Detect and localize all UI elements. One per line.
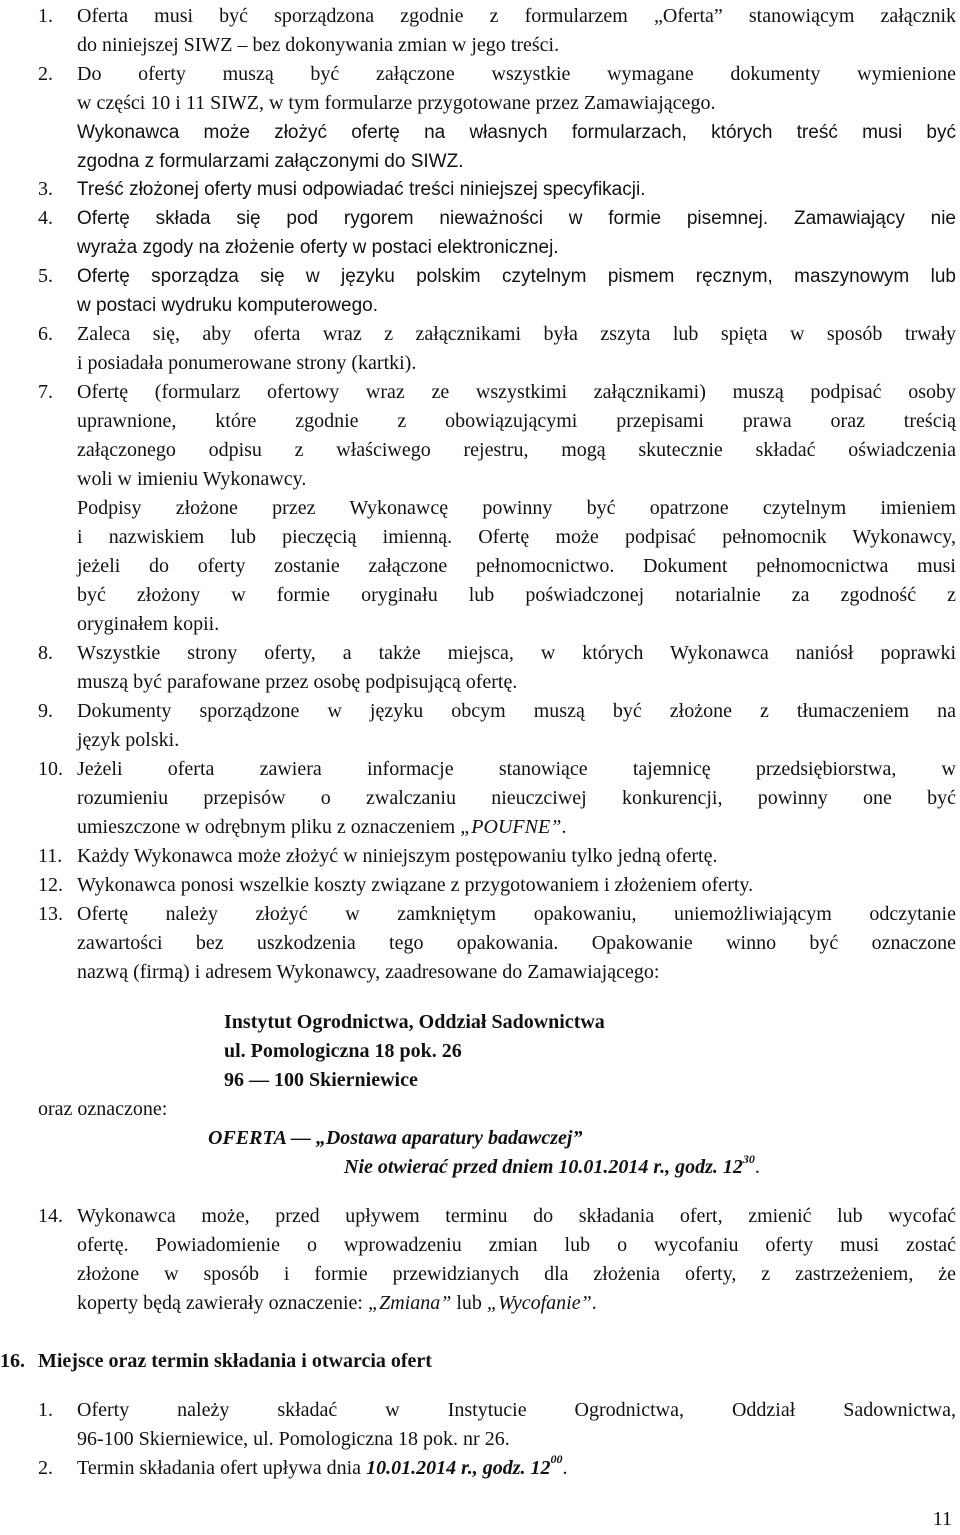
list-item (38, 697, 956, 755)
page-number: 11 (932, 1508, 952, 1530)
section-number: 16. (0, 1350, 25, 1372)
item-text-line: ofertę. Powiadomienie o wprowadzeniu zmian lub o wycofaniu oferty musi zostać (77, 1234, 956, 1256)
list-item-continuation (38, 118, 956, 176)
item-text-line: Ofertę sporządza się w języku polskim czytelnym pismem ręcznym, maszynowym lub (77, 266, 956, 287)
list-item (38, 262, 956, 320)
section-title: Miejsce oraz termin składania i otwarcia ofert (38, 1350, 432, 1372)
item-text-line: Jeżeli oferta zawiera informacje stanowiące tajemnicę przedsiębiorstwa, w (77, 758, 956, 780)
list-item (38, 60, 956, 118)
item-text-line: w postaci wydruku komputerowego. (77, 295, 378, 316)
item-text-line: Ofertę (formularz ofertowy wraz ze wszystkimi załącznikami) muszą podpisać osoby (77, 381, 956, 403)
item-text-line: złożone w sposób i formie przewidzianych dla złożenia oferty, z zastrzeżeniem, że (77, 1263, 956, 1285)
list-item (38, 204, 956, 262)
item-text-line: Ofertę składa się pod rygorem nieważności w formie pisemnej. Zamawiający nie (77, 208, 956, 229)
item-number: 10. (38, 758, 63, 780)
item-text-line: wyraża zgody na złożenie oferty w postaci elektronicznej. (77, 237, 559, 258)
item-number: 9. (38, 700, 53, 722)
section-heading (0, 1347, 960, 1376)
item-text-line: nazwą (firmą) i adresem Wykonawcy, zaadresowane do Zamawiającego: (77, 961, 660, 983)
list-item (38, 871, 956, 900)
item-text-line: Treść złożonej oferty musi odpowiadać treści niniejszej specyfikacji. (77, 179, 646, 200)
item-text-line: Oferty należy składać w Instytucie Ogrodnictwa, Oddział Sadownictwa, (77, 1399, 956, 1421)
poufne-label: „POUFNE” (460, 816, 562, 838)
item-subparagraph (77, 494, 956, 639)
item-text-line: w części 10 i 11 SIWZ, w tym formularze przygotowane przez Zamawiającego. (77, 92, 716, 114)
list-item (38, 900, 956, 987)
item-text-line: i posiadała ponumerowane strony (kartki). (77, 352, 417, 374)
item-text-line: koperty będą zawierały oznaczenie: „Zmiana” lub „Wycofanie”. (77, 1292, 597, 1314)
list-item (38, 378, 956, 494)
item-text-line: załączonego odpisu z właściwego rejestru, mogą skutecznie składać oświadczenia (77, 439, 956, 461)
item-number: 14. (38, 1205, 63, 1227)
item-number: 8. (38, 642, 53, 664)
item-text-line: jeżeli do oferty zostanie załączone pełnomocnictwo. Dokument pełnomocnictwa musi (77, 555, 956, 577)
item-number: 5. (38, 265, 53, 287)
item-text-line: język polski. (77, 729, 180, 751)
marking-label: oraz oznaczone: (38, 1098, 168, 1120)
item-text-line: umieszczone w odrębnym pliku z oznaczeniem „POUFNE”. (77, 816, 567, 838)
item-text-line: zgodna z formularzami załączonymi do SIWZ. (77, 151, 464, 172)
item-text-line: Zaleca się, aby oferta wraz z załącznikami była zszyta lub spięta w sposób trwały (77, 323, 956, 345)
item-text-line: do niniejszej SIWZ – bez dokonywania zmian w jego treści. (77, 34, 560, 56)
item-number: 11. (38, 845, 63, 867)
address-block (224, 1008, 605, 1095)
address-line: 96 — 100 Skierniewice (224, 1069, 418, 1091)
item-text-line: Wykonawca ponosi wszelkie koszty związane z przygotowaniem i złożeniem oferty. (77, 874, 754, 896)
list-item (38, 639, 956, 697)
address-line: ul. Pomologiczna 18 pok. 26 (224, 1040, 462, 1062)
item-text-line: Wykonawca może, przed upływem terminu do składania ofert, zmienić lub wycofać (77, 1205, 956, 1227)
item-text-line: zawartości bez uszkodzenia tego opakowania. Opakowanie winno być oznaczone (77, 932, 956, 954)
list-item (38, 842, 956, 871)
item-text-line: Ofertę należy złożyć w zamkniętym opakowaniu, uniemożliwiającym odczytanie (77, 903, 956, 925)
item-text-line: Termin składania ofert upływa dnia 10.01.2014 r., godz. $12^{00}$. (77, 1452, 568, 1479)
item-number: 1. (38, 1399, 53, 1421)
list-item (38, 1454, 956, 1483)
item-text-line: woli w imieniu Wykonawcy. (77, 468, 307, 490)
item-text-line: muszą być parafowane przez osobę podpisującą ofertę. (77, 671, 518, 693)
item-number: 6. (38, 323, 53, 345)
item-text-line: Podpisy złożone przez Wykonawcę powinny być opatrzone czytelnym imieniem (77, 497, 956, 519)
item-number: 2. (38, 63, 53, 85)
item-text-line: i nazwiskiem lub pieczęcią imienną. Ofertę może podpisać pełnomocnik Wykonawcy, (77, 526, 956, 548)
list-item (38, 320, 956, 378)
item-text-line: rozumieniu przepisów o zwalczaniu nieuczciwej konkurencji, powinny one być (77, 787, 956, 809)
item-text-line: Oferta musi być sporządzona zgodnie z formularzem „Oferta” stanowiącym załącznik (77, 5, 956, 27)
item-text-line: Wykonawca może złożyć ofertę na własnych formularzach, których treść musi być (77, 122, 956, 143)
item-text-line: Dokumenty sporządzone w języku obcym muszą być złożone z tłumaczeniem na (77, 700, 956, 722)
item-number: 12. (38, 874, 63, 896)
item-number: 4. (38, 207, 53, 229)
address-line: Instytut Ogrodnictwa, Oddział Sadownictwa (224, 1011, 605, 1033)
oferta-deadline: Nie otwierać przed dniem 10.01.2014 r., godz. $12^{30}$. (344, 1152, 760, 1178)
item-text-line: uprawnione, które zgodnie z obowiązującymi przepisami prawa oraz treścią (77, 410, 956, 432)
item-text-line: Wszystkie strony oferty, a także miejsca, w których Wykonawca naniósł poprawki (77, 642, 956, 664)
list-item (38, 755, 956, 842)
oferta-marking-title: OFERTA — „Dostawa aparatury badawczej” (208, 1127, 583, 1149)
list-item (38, 1202, 956, 1318)
item-text-line: Do oferty muszą być załączone wszystkie wymagane dokumenty wymienione (77, 63, 956, 85)
item-number: 13. (38, 903, 63, 925)
list-item (38, 175, 956, 204)
item-text-line: być złożony w formie oryginału lub poświadczonej notarialnie za zgodność z (77, 584, 956, 606)
deadline-date: 10.01.2014 r., godz. 12 (366, 1457, 551, 1479)
item-number: 1. (38, 5, 53, 27)
item-number: 3. (38, 178, 53, 200)
item-number: 7. (38, 381, 53, 403)
item-text-line: Każdy Wykonawca może złożyć w niniejszym postępowaniu tylko jedną ofertę. (77, 845, 718, 867)
list-item (38, 1396, 956, 1454)
item-number: 2. (38, 1457, 53, 1479)
item-text-line: oryginałem kopii. (77, 613, 220, 635)
item-text-line: 96-100 Skierniewice, ul. Pomologiczna 18 pok. nr 26. (77, 1428, 510, 1450)
list-item (38, 2, 956, 60)
